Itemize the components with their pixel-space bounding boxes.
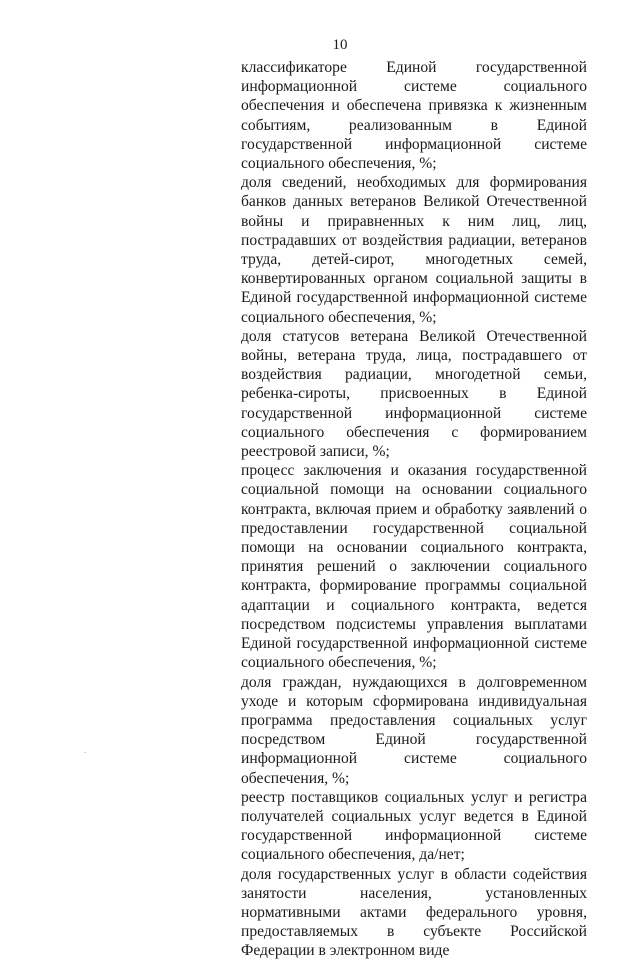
paragraph-classifier: классификаторе Единой государственной информационной системе социального обеспечения и обеспечена привязка к жизненным событиям, реализованным в Единой государственной информационной системе социального обеспечения, %; <box>241 59 587 173</box>
paragraph-social-contract: процесс заключения и оказания государственной социальной помощи на основании социального контракта, включая прием и обработку заявлений о предоставлении государственной социальной помощи на основании социального контракта, принятия решений о заключении социального контракта, формирование программы социальной адаптации и социального контракта, ведется посредством подсистемы управления выплатами Единой государственной информационной системе социального обеспечения, %; <box>241 462 587 672</box>
document-body <box>241 58 587 961</box>
paragraph-long-term-care: доля граждан, нуждающихся в долговременном уходе и которым сформирована индивидуальная программа предоставления социальных услуг посредством Единой государственной информационной системе социального обеспечения, %; <box>241 673 587 787</box>
paragraph-service-registry: реестр поставщиков социальных услуг и регистра получателей социальных услуг ведется в Единой государственной информационной системе социального обеспечения, да/нет; <box>241 788 587 864</box>
paragraph-veterans-data: доля сведений, необходимых для формирования банков данных ветеранов Великой Отечественной войны и приравненных к ним лиц, лиц, пострадавших от воздействия радиации, ветеранов труда, детей-сирот, многодетных семей, конвертированных органом социальной защиты в Единой государственной информационной системе социального обеспечения, %; <box>241 174 587 326</box>
page-number: 10 <box>332 37 348 53</box>
margin-mark: . <box>84 745 87 755</box>
paragraph-employment-services: доля государственных услуг в области содействия занятости населения, установленных нормативными актами федерального уровня, предоставляемых в субъекте Российской Федерации в электронном виде <box>241 865 587 960</box>
paragraph-status-records: доля статусов ветерана Великой Отечественной войны, ветерана труда, лица, пострадавшего от воздействия радиации, многодетной семьи, ребенка-сироты, присвоенных в Единой государственной информационной системе социального обеспечения с формированием реестровой записи, %; <box>241 327 587 461</box>
